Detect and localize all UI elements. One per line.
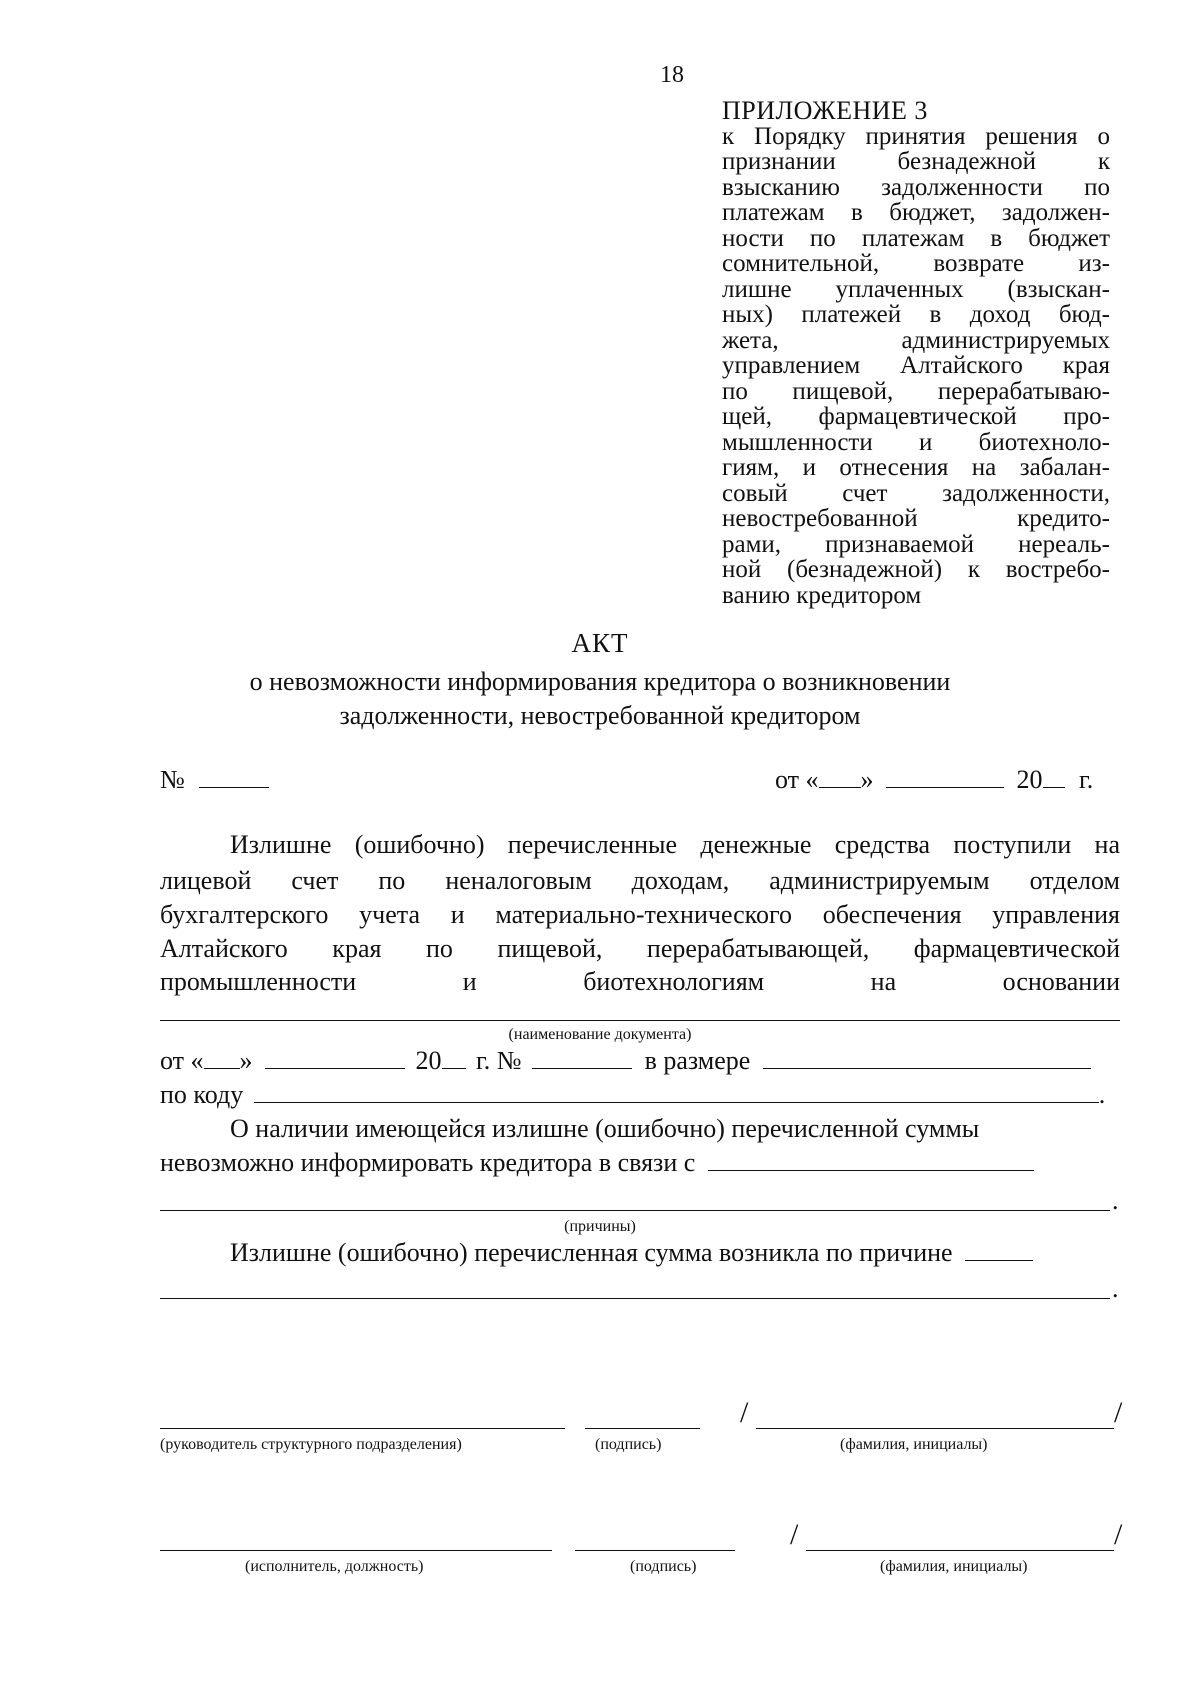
- g-number-label: г. №: [476, 1046, 522, 1075]
- period: .: [1112, 1186, 1119, 1215]
- head-name-field[interactable]: [756, 1428, 1114, 1429]
- date-year-field[interactable]: [1043, 765, 1065, 788]
- appendix-line: мышленности и биотехноло-: [722, 428, 1110, 456]
- paragraph1-line: Излишне (ошибочно) перечисленные денежные средства поступили на: [230, 830, 1120, 859]
- close-quote: »: [239, 1046, 253, 1075]
- period: .: [1112, 1274, 1119, 1303]
- document-name-field[interactable]: [160, 1020, 1120, 1021]
- appendix-line: платежам в бюджет, задолжен-: [722, 199, 1110, 226]
- date-month-field[interactable]: [886, 765, 1004, 788]
- appendix-line: ванию кредитором: [722, 581, 922, 609]
- appendix-line: ных) платежей в доход бюд-: [722, 301, 1110, 328]
- period: .: [1098, 1080, 1106, 1109]
- appendix-block: [722, 98, 1110, 608]
- appendix-line: лишне уплаченных (взыскан-: [722, 275, 1110, 303]
- date-close-quote: »: [860, 765, 874, 794]
- date-day-field[interactable]: [819, 765, 861, 788]
- caption-executor-signature: (подпись): [630, 1558, 697, 1575]
- appendix-line: рами, признаваемой нереаль-: [722, 530, 1110, 558]
- head-signature-field[interactable]: [585, 1428, 700, 1429]
- executor-signature-field[interactable]: [575, 1550, 735, 1551]
- appendix-line: жета, администрируемых: [722, 326, 1110, 354]
- document-date-row: [160, 1046, 1091, 1076]
- act-number-row: [160, 765, 269, 795]
- head-position-field[interactable]: [160, 1428, 565, 1429]
- act-subtitle-line1: о невозможности информирования кредитора о возникновении: [249, 667, 951, 696]
- year-prefix: 20: [1016, 765, 1043, 794]
- paragraph2-line1: О наличии имеющейся излишне (ошибочно) перечисленной суммы: [230, 1114, 980, 1143]
- code-field[interactable]: [254, 1080, 1099, 1103]
- appendix-line: совый счет задолженности,: [722, 479, 1110, 507]
- appendix-line: управлением Алтайского края: [722, 352, 1110, 379]
- cause-field-2[interactable]: [160, 1298, 1110, 1299]
- doc-month-field[interactable]: [265, 1046, 405, 1069]
- paragraph1-line: Алтайского края по пищевой, перерабатывающей, фармацевтической: [160, 934, 1120, 963]
- act-title: АКТ: [571, 628, 629, 658]
- caption-head-name: (фамилия, инициалы): [840, 1436, 988, 1453]
- page-number: 18: [660, 62, 684, 88]
- paragraph2-row: [160, 1148, 1034, 1178]
- act-subtitle-line2: задолженности, невостребованной кредитором: [339, 701, 861, 730]
- amount-field[interactable]: [763, 1046, 1091, 1069]
- executor-name-field[interactable]: [806, 1550, 1114, 1551]
- slash: /: [790, 1518, 799, 1551]
- appendix-line: ной (безнадежной) к востребо-: [722, 556, 1110, 583]
- doc-number-field[interactable]: [532, 1046, 632, 1069]
- caption-head-position: (руководитель структурного подразделения): [160, 1436, 462, 1453]
- act-number-field[interactable]: [199, 765, 269, 788]
- appendix-line: гиям, и отнесения на забалан-: [722, 454, 1110, 481]
- appendix-line: ности по платежам в бюджет: [722, 224, 1110, 252]
- doc-year-field[interactable]: [442, 1046, 466, 1069]
- year-prefix: 20: [415, 1046, 442, 1075]
- doc-day-field[interactable]: [204, 1046, 240, 1069]
- appendix-line: невостребованной кредито-: [722, 505, 1110, 532]
- from-label: от «: [160, 1046, 204, 1075]
- appendix-line: сомнительной, возврате из-: [722, 250, 1110, 277]
- slash: /: [1114, 1518, 1123, 1551]
- caption-head-signature: (подпись): [595, 1436, 662, 1453]
- year-suffix: г.: [1079, 765, 1094, 794]
- appendix-line: по пищевой, перерабатываю-: [722, 377, 1110, 405]
- date-from-label: от «: [775, 765, 819, 794]
- appendix-title: ПРИЛОЖЕНИЕ 3: [722, 96, 928, 125]
- code-row: [160, 1080, 1105, 1110]
- slash: /: [740, 1396, 749, 1429]
- by-code-label: по коду: [160, 1080, 244, 1109]
- caption-executor-name: (фамилия, инициалы): [880, 1558, 1028, 1575]
- paragraph1-line: бухгалтерского учета и материально-технического обеспечения управления: [160, 900, 1120, 929]
- paragraph1-line: промышленности и биотехнологиям на основании: [160, 967, 1120, 996]
- cause-field-1[interactable]: [965, 1238, 1033, 1261]
- paragraph3-row: [230, 1238, 1033, 1268]
- paragraph3-text: Излишне (ошибочно) перечисленная сумма возникла по причине: [230, 1238, 953, 1267]
- appendix-line: признании безнадежной к: [722, 148, 1110, 175]
- slash: /: [1114, 1396, 1123, 1429]
- appendix-line: к Порядку принятия решения о: [722, 122, 1110, 150]
- caption-document: (наименование документа): [508, 1026, 692, 1043]
- act-date-row: [775, 765, 1093, 795]
- paragraph1-line: лицевой счет по неналоговым доходам, администрируемым отделом: [160, 866, 1120, 895]
- caption-executor-position: (исполнитель, должность): [245, 1558, 424, 1575]
- reason-field-1[interactable]: [708, 1148, 1034, 1171]
- caption-reasons: (причины): [564, 1218, 636, 1235]
- size-label: в размере: [644, 1046, 751, 1075]
- appendix-line: взысканию задолженности по: [722, 173, 1110, 201]
- executor-position-field[interactable]: [160, 1550, 552, 1551]
- reason-field-2[interactable]: [160, 1210, 1110, 1211]
- paragraph2-line2: невозможно информировать кредитора в связи с: [160, 1148, 696, 1177]
- appendix-line: щей, фармацевтической про-: [722, 403, 1110, 430]
- number-label: №: [160, 765, 185, 794]
